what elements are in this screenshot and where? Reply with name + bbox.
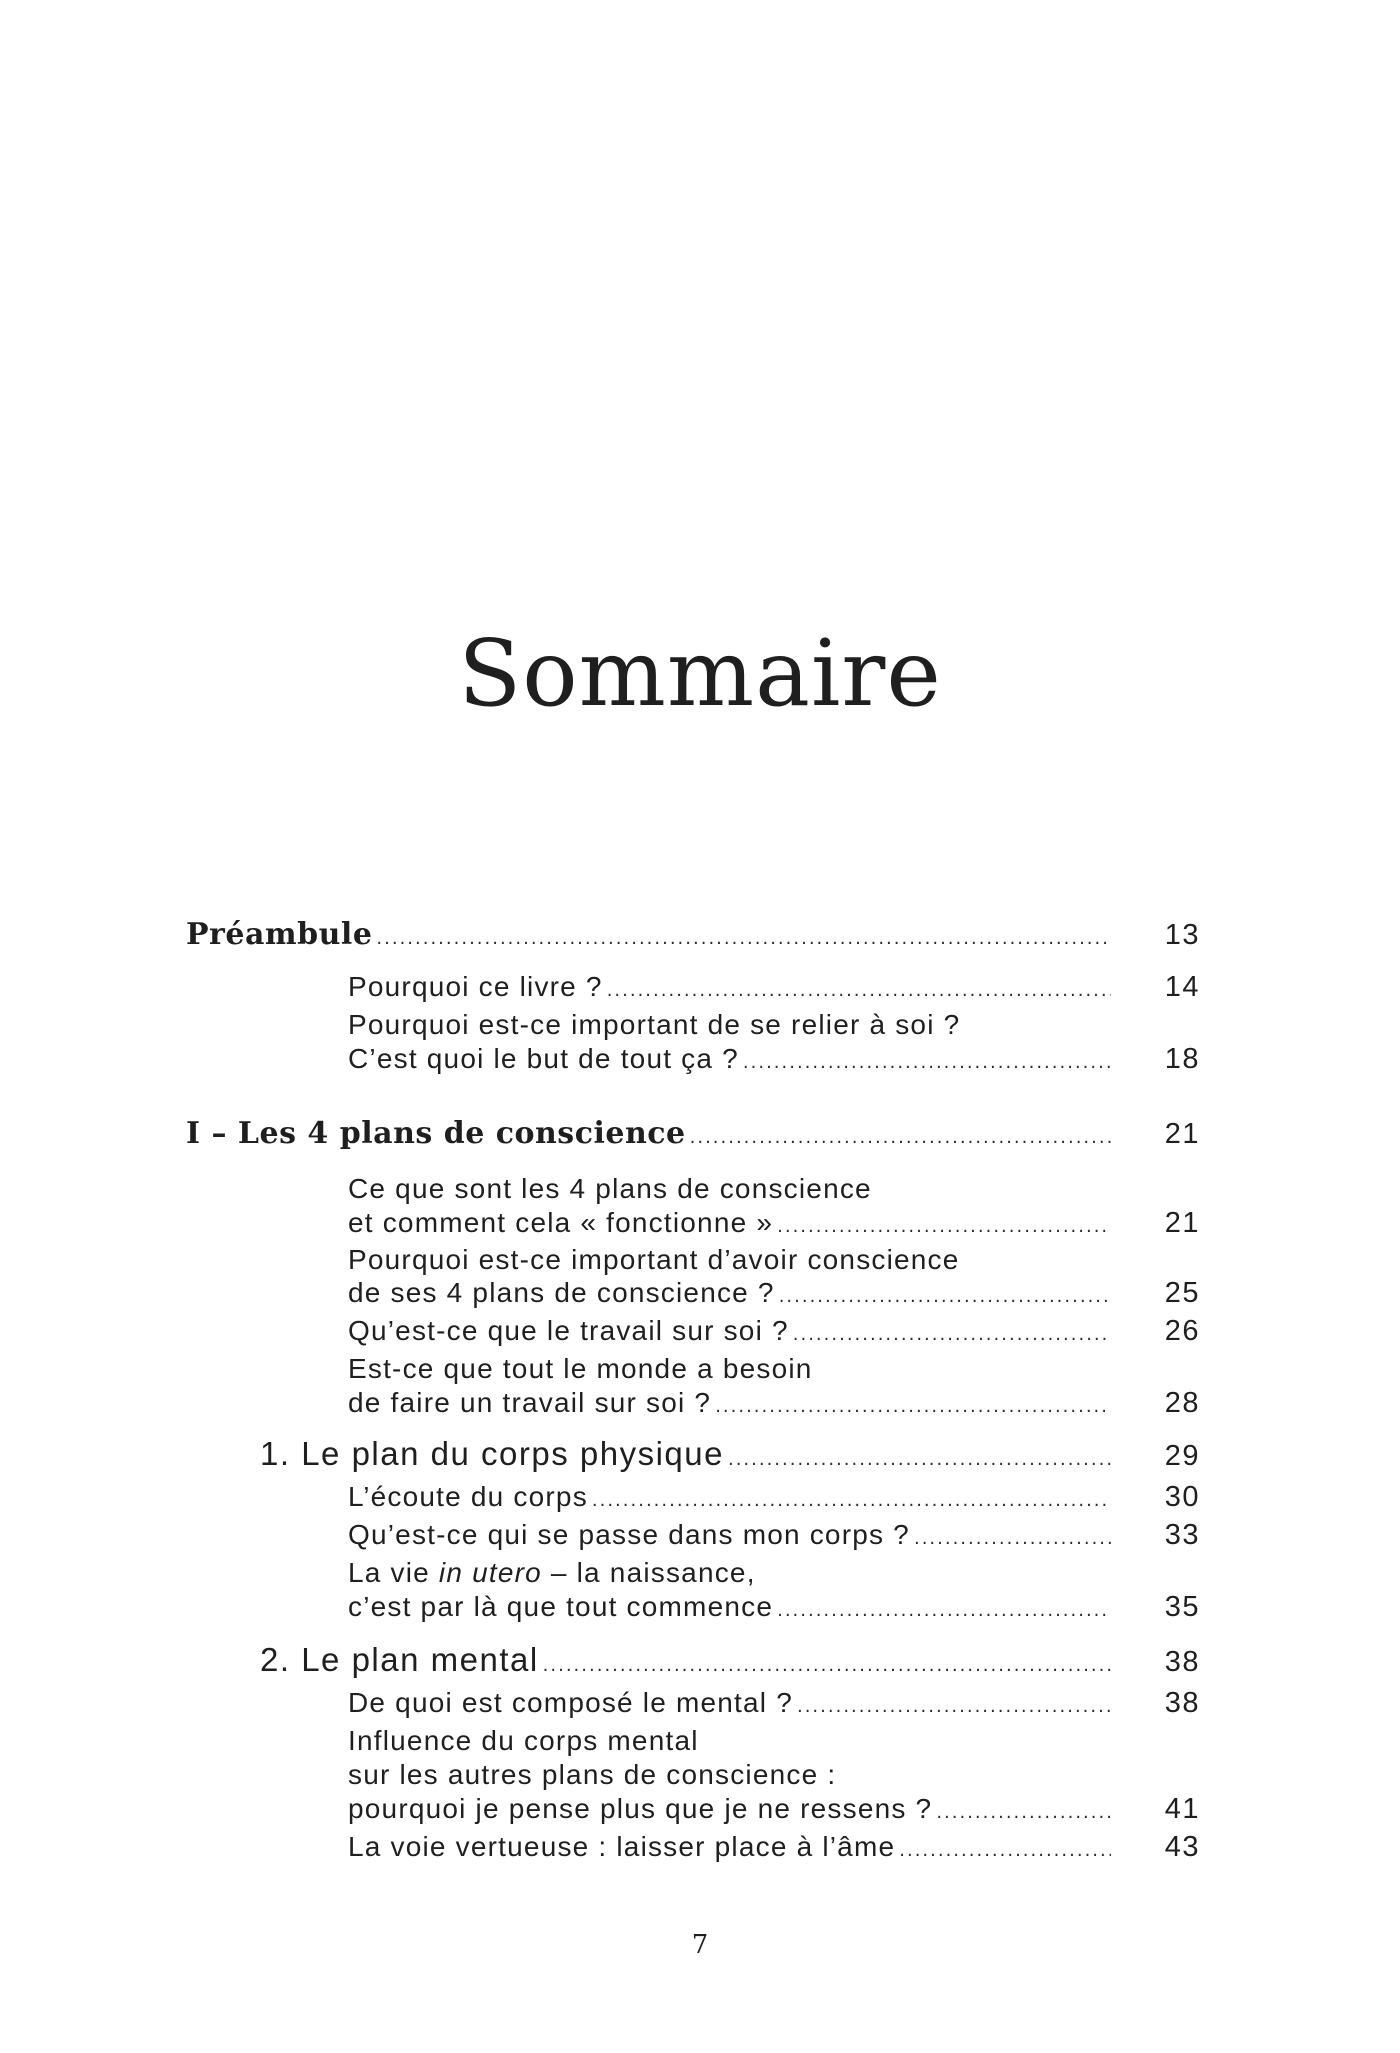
toc-entry[interactable] (348, 1590, 1111, 1628)
toc-entry-label: De quoi est composé le mental ? (348, 1687, 793, 1718)
leader-dots (690, 1121, 1111, 1155)
toc-entry[interactable] (348, 1518, 1111, 1556)
page-title: Sommaire (458, 620, 942, 727)
toc-entry-label: Influence du corps mental (348, 1725, 699, 1756)
toc-entry[interactable] (348, 1314, 1111, 1352)
toc-entry-label: de ses 4 plans de conscience ? (348, 1277, 775, 1308)
toc-entry-label: La voie vertueuse : laisser place à l’âme (348, 1831, 896, 1862)
toc-page-number: 38 (1164, 1646, 1200, 1678)
toc-entry[interactable] (348, 970, 1111, 1008)
toc-entry-label: L’écoute du corps (348, 1481, 588, 1512)
toc-entry[interactable] (348, 1042, 1111, 1080)
toc-entry-line (348, 1758, 836, 1792)
toc-entry-label: pourquoi je pense plus que je ne ressens ? (348, 1793, 933, 1824)
toc-page-number: 18 (1164, 1043, 1200, 1075)
leader-dots (779, 1280, 1111, 1314)
toc-entry-line (348, 1172, 872, 1206)
toc-page-number: 30 (1164, 1481, 1200, 1513)
label-text: – la naissance, (541, 1557, 756, 1588)
toc-entry-label: Qu’est-ce que le travail sur soi ? (348, 1315, 789, 1346)
leader-dots (743, 1046, 1111, 1080)
toc-entry[interactable] (348, 1480, 1111, 1518)
leader-dots (777, 1210, 1111, 1244)
toc-page-number: 33 (1164, 1519, 1200, 1551)
leader-dots (899, 1834, 1111, 1868)
leader-dots (936, 1796, 1111, 1830)
toc-entry-label (348, 1556, 756, 1590)
toc-entry[interactable] (348, 1386, 1111, 1424)
toc-page-number: 25 (1164, 1277, 1200, 1309)
leader-dots (793, 1318, 1111, 1352)
toc-page-number: 14 (1164, 971, 1200, 1003)
toc-entry-line (348, 1243, 960, 1277)
leader-dots (728, 1443, 1111, 1477)
toc-entry-label: Qu’est-ce qui se passe dans mon corps ? (348, 1519, 910, 1550)
toc-entry-label: c’est par là que tout commence (348, 1591, 774, 1622)
toc-page-number: 26 (1164, 1315, 1200, 1347)
toc-entry-line (348, 1724, 699, 1758)
toc-page-number: 29 (1164, 1440, 1200, 1472)
leader-dots (607, 974, 1111, 1008)
leader-dots (592, 1484, 1111, 1518)
toc-entry[interactable] (348, 1276, 1111, 1314)
toc-page-number: 21 (1164, 1207, 1200, 1239)
toc-entry-label: Pourquoi ce livre ? (348, 971, 603, 1002)
toc-entry-label: Pourquoi est-ce important de se relier à soi ? (348, 1009, 961, 1040)
toc-entry-label: 2. Le plan mental (260, 1641, 539, 1678)
toc-entry-line (348, 1556, 756, 1590)
toc-page-number: 28 (1164, 1387, 1200, 1419)
toc-page-number: 41 (1164, 1793, 1200, 1825)
toc-entry-label: Est-ce que tout le monde a besoin (348, 1353, 813, 1384)
toc-entry-label: Préambule (186, 917, 373, 952)
toc-entry-label: et comment cela « fonctionne » (348, 1207, 774, 1238)
toc-entry-label: sur les autres plans de conscience : (348, 1759, 837, 1790)
toc-entry-label: C’est quoi le but de tout ça ? (348, 1043, 739, 1074)
toc-entry-label: 1. Le plan du corps physique (260, 1435, 724, 1472)
toc-page-number: 43 (1164, 1831, 1200, 1863)
toc-entry[interactable] (348, 1206, 1111, 1244)
toc-page-number: 38 (1164, 1687, 1200, 1719)
toc-entry-chapter-2[interactable] (260, 1643, 1111, 1683)
toc-entry-preambule[interactable] (186, 918, 1111, 956)
toc-entry[interactable] (348, 1830, 1111, 1868)
leader-dots (543, 1649, 1111, 1683)
toc-page-number: 35 (1164, 1591, 1200, 1623)
toc-entry-label: I – Les 4 plans de conscience (186, 1116, 686, 1151)
toc-entry-line (348, 1352, 813, 1386)
leader-dots (715, 1390, 1111, 1424)
toc-page-number: 13 (1164, 919, 1200, 951)
toc-entry-label: Pourquoi est-ce important d’avoir conscience (348, 1244, 960, 1275)
italic-term: in utero (438, 1557, 542, 1588)
leader-dots (376, 922, 1111, 956)
toc-entry[interactable] (348, 1686, 1111, 1724)
toc-page-number: 21 (1164, 1118, 1200, 1150)
label-text: La vie (348, 1557, 439, 1588)
toc-entry-label: de faire un travail sur soi ? (348, 1387, 712, 1418)
page-number: 7 (691, 1930, 709, 1960)
toc-entry-line (348, 1008, 960, 1042)
toc-entry-label: Ce que sont les 4 plans de conscience (348, 1173, 872, 1204)
leader-dots (797, 1690, 1111, 1724)
toc-entry-part-1[interactable] (186, 1117, 1111, 1155)
toc-entry-chapter-1[interactable] (260, 1437, 1111, 1477)
toc-entry[interactable] (348, 1792, 1111, 1830)
leader-dots (914, 1522, 1111, 1556)
leader-dots (777, 1594, 1111, 1628)
